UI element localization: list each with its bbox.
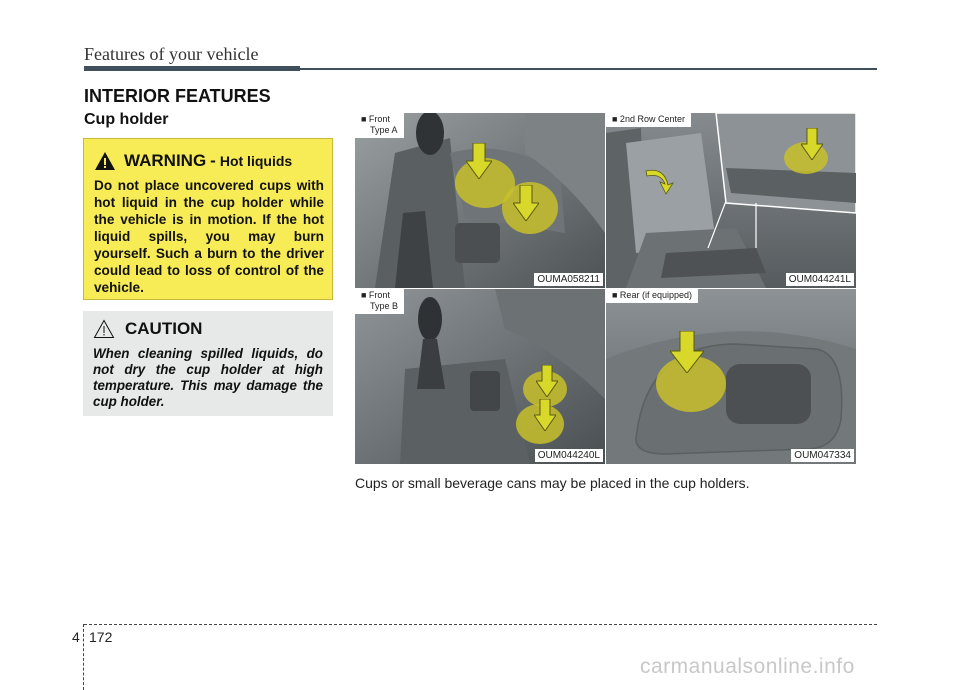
photo-label: ■ 2nd Row Center <box>606 113 691 127</box>
warning-box <box>83 138 333 300</box>
photo-code: OUM044240L <box>535 449 603 462</box>
caution-word: CAUTION <box>125 319 203 338</box>
running-header: Features of your vehicle <box>84 44 259 64</box>
caution-header <box>93 319 202 339</box>
yellow-arrow-icon <box>466 143 492 179</box>
photo-front-type-b <box>355 289 605 464</box>
photo-label: ■ Front Type A <box>355 113 404 138</box>
warning-text: Do not place uncovered cups with hot liquid in the cup holder while the vehicle is in motion. If the hot liquid spills, you may burn yourself. Such a burn to the driver could lead to loss of control of the vehicle. <box>94 178 324 295</box>
photo-rear <box>606 289 856 464</box>
photo-label: ■ Rear (if equipped) <box>606 289 698 303</box>
header-rule-thick <box>84 66 300 71</box>
warning-word: WARNING <box>124 151 207 170</box>
photo-code: OUM047334 <box>791 449 854 462</box>
warning-triangle-icon <box>94 151 116 171</box>
section-title: INTERIOR FEATURES <box>84 86 271 106</box>
body-paragraph: Cups or small beverage cans may be placed in the cup holders. <box>355 475 750 491</box>
warning-header <box>94 151 292 171</box>
watermark: carmanualsonline.info <box>640 655 855 678</box>
photo-front-type-a <box>355 113 605 288</box>
photo-2nd-row-center <box>606 113 856 288</box>
header-rule-thin <box>300 68 877 70</box>
caution-box <box>83 311 333 416</box>
front-console-type-a-illustration <box>355 113 605 288</box>
footer-rule <box>84 624 877 625</box>
yellow-arrow-icon <box>534 399 556 431</box>
yellow-arrow-icon <box>513 185 539 221</box>
curved-arrow-icon <box>642 165 674 195</box>
photo-label: ■ Front Type B <box>355 289 404 314</box>
photo-code: OUM044241L <box>786 273 854 286</box>
yellow-arrow-icon <box>670 331 704 373</box>
footer-divider <box>83 624 84 690</box>
caution-text: When cleaning spilled liquids, do not dry the cup holder at high temperature. This may damage the cup holder. <box>93 346 323 409</box>
subsection-title: Cup holder <box>84 111 169 128</box>
front-console-type-b-illustration <box>355 289 605 464</box>
photo-code: OUMA058211 <box>534 273 603 286</box>
chapter-number: 4 <box>72 629 80 645</box>
yellow-arrow-icon <box>801 128 823 160</box>
yellow-arrow-icon <box>536 365 558 397</box>
rear-armrest-illustration <box>606 289 856 464</box>
warning-dash: - <box>210 151 216 170</box>
caution-triangle-icon <box>93 319 115 339</box>
page-number: 172 <box>89 629 113 645</box>
warning-topic: Hot liquids <box>219 153 293 169</box>
